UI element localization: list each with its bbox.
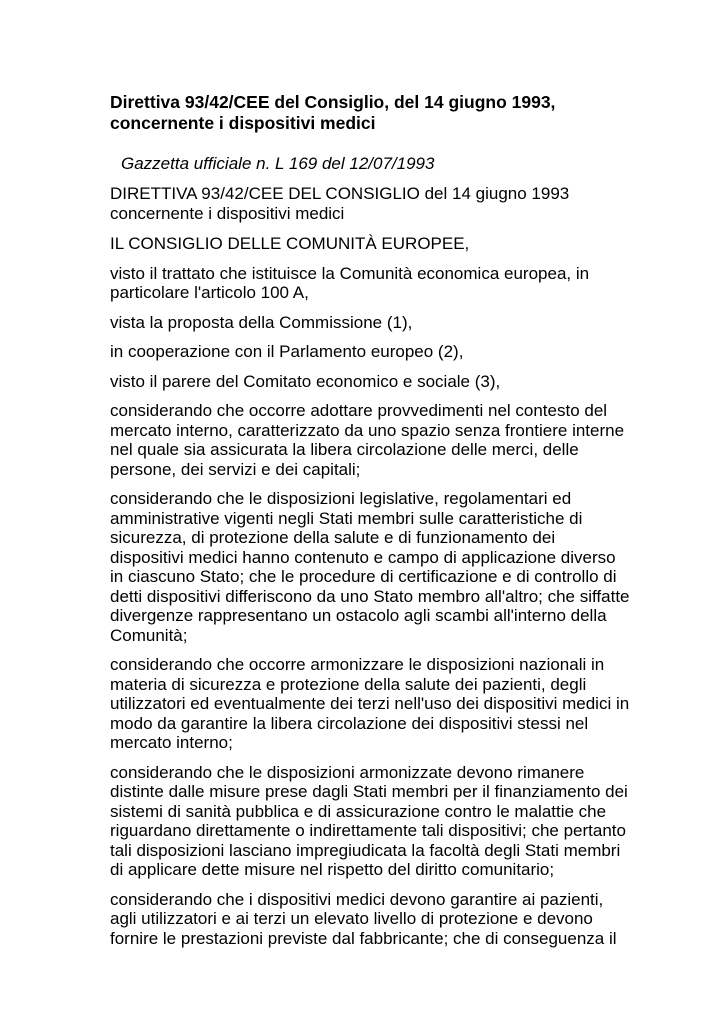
paragraph: visto il parere del Comitato economico e sociale (3),: [110, 371, 501, 391]
document-page: [110, 92, 630, 948]
paragraph: considerando che occorre armonizzare le disposizioni nazionali in materia di sicurezza e protezione della salute dei pazienti, degli utilizzatori ed eventualmente dei terzi nell'uso dei dispositivi medici in modo da garantire la libera circolazione dei dispositivi stessi nel mercato interno;: [110, 655, 630, 752]
paragraph: considerando che i dispositivi medici devono garantire ai pazienti, agli utilizzatori e ai terzi un elevato livello di protezione e devono fornire le prestazioni previste dal fabbricante; che di conseguenza il: [110, 889, 617, 948]
paragraph: visto il trattato che istituisce la Comunità economica europea, in particolare l'articolo 100 A,: [110, 263, 590, 302]
council-heading: IL CONSIGLIO DELLE COMUNITÀ EUROPEE,: [110, 234, 470, 253]
paragraph: considerando che le disposizioni legislative, regolamentari ed amministrative vigenti negli Stati membri sulle caratteristiche di sicurezza, di protezione della salute e di funzionamento dei dispositivi medici hanno contenuto e campo di applicazione diverso in ciascuno Stato; che le procedure di certificazione e di controllo di detti dispositivi differiscono da uno Stato membro all'altro; che siffatte divergenze rappresentano un ostacolo agli scambi all'interno della Comunità;: [110, 489, 630, 645]
paragraph: vista la proposta della Commissione (1),: [110, 312, 413, 332]
paragraph: in cooperazione con il Parlamento europeo (2),: [110, 342, 464, 361]
paragraph: considerando che le disposizioni armonizzate devono rimanere distinte dalle misure prese dagli Stati membri per il finanziamento dei sistemi di sanità pubblica e di assicurazione contro le malattie che riguardano direttamente o indirettamente tali dispositivi; che pertanto tali disposizioni lasciano impregiudicata la facoltà degli Stati membri di applicare dette misure nel rispetto del diritto comunitario;: [110, 762, 628, 879]
document-title: Direttiva 93/42/CEE del Consiglio, del 14 giugno 1993, concernente i dispositivi medici: [110, 92, 556, 133]
paragraph: considerando che occorre adottare provvedimenti nel contesto del mercato interno, caratterizzato da uno spazio senza frontiere interne nel quale sia assicurata la libera circolazione delle merci, delle persone, dei servizi e dei capitali;: [110, 401, 625, 479]
official-journal-reference: Gazzetta ufficiale n. L 169 del 12/07/1993: [121, 154, 435, 173]
directive-heading: DIRETTIVA 93/42/CEE DEL CONSIGLIO del 14 giugno 1993 concernente i dispositivi medici: [110, 184, 570, 223]
